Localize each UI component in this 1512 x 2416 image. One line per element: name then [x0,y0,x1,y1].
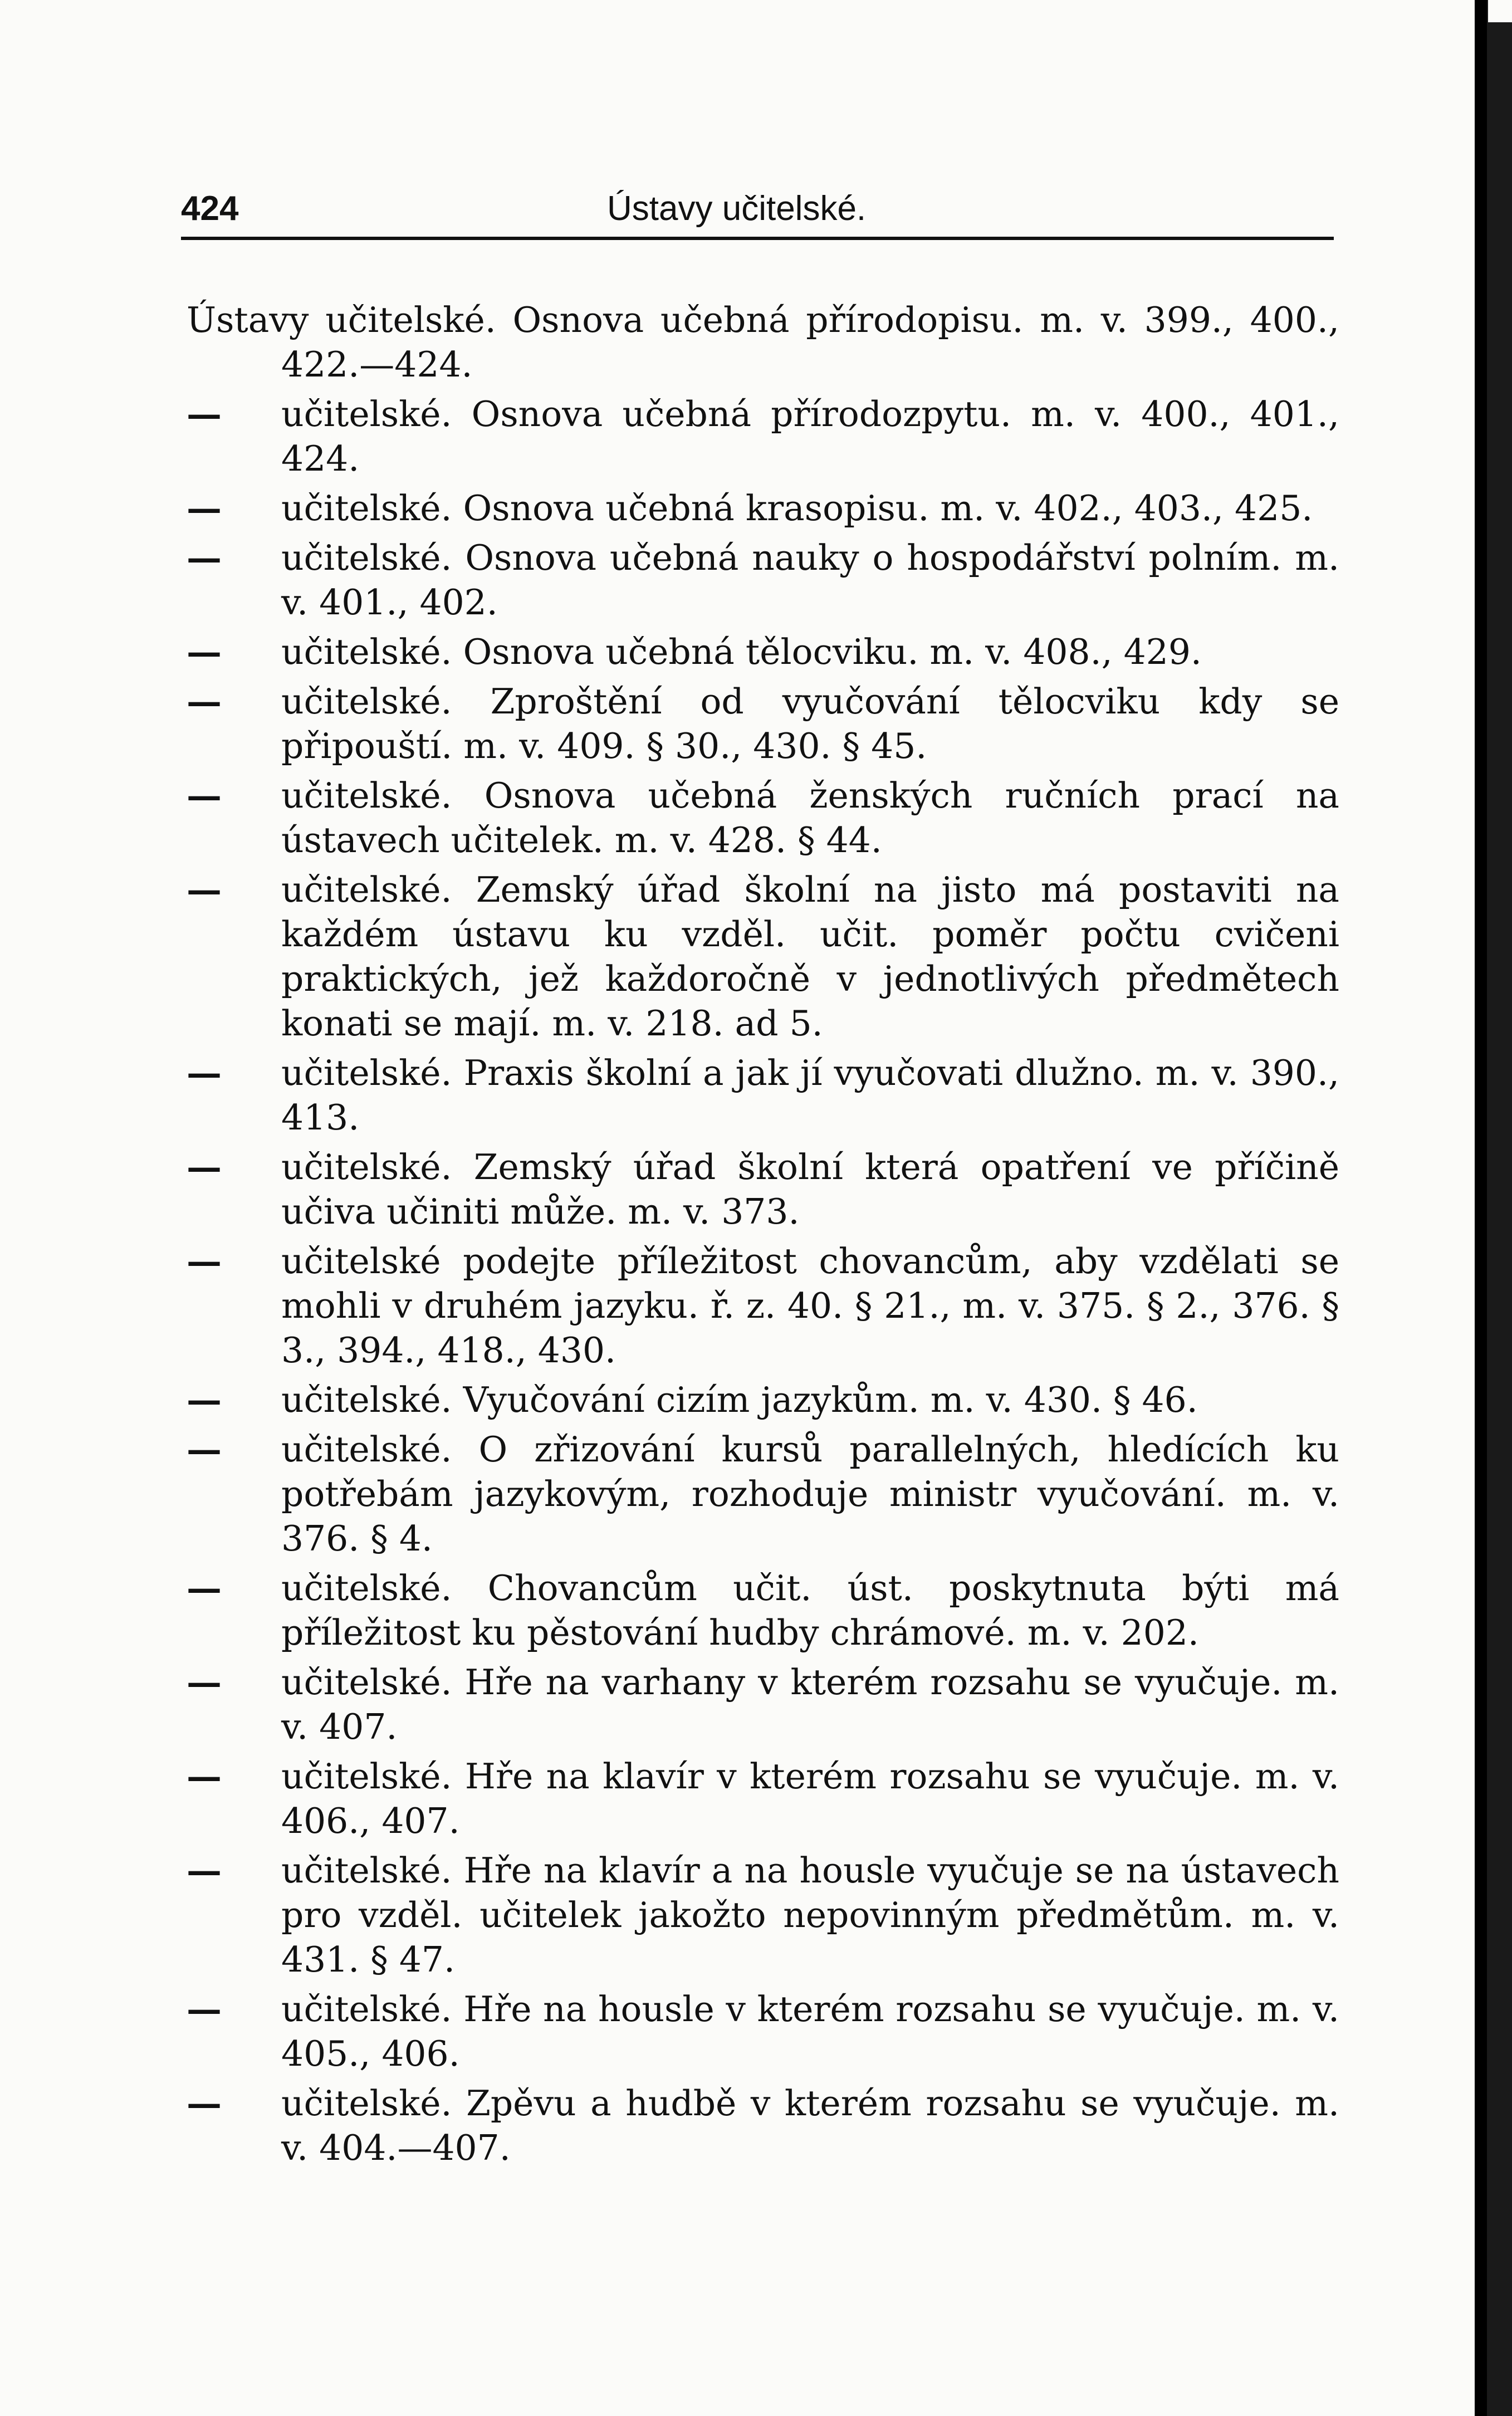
index-entry [187,629,1339,674]
index-entries [187,298,1339,2175]
entry-text: Ústavy učitelské. Osnova učebná přírodopisu. m. v. 399., 400., 422.—424. [187,300,1339,385]
entry-text: učitelské. Hře na klavír v kterém rozsahu se vyučuje. m. v. 406., 407. [281,1756,1339,1841]
entry-text: učitelské. Osnova učebná přírodozpytu. m. v. 400., 401., 424. [281,394,1339,479]
running-title: Ústavy učitelské. [607,189,867,228]
entry-text: učitelské. Zproštění od vyučování tělocviku kdy se připouští. m. v. 409. § 30., 430. § 45. [281,681,1339,766]
entry-text: učitelské. Hře na housle v kterém rozsahu se vyučuje. m. v. 405., 406. [281,1989,1339,2074]
entry-text: učitelské. Osnova učebná krasopisu. m. v. 402., 403., 425. [281,488,1313,529]
entry-dash: — [187,1429,222,1470]
index-entry [187,392,1339,481]
entry-dash: — [187,1988,222,2029]
index-entry [187,1754,1339,1843]
entry-text: učitelské. Hře na klavír a na housle vyučuje se na ústavech pro vzděl. učitelek jakožto nepovinným předmětům. m. v. 431. § 47. [281,1850,1339,1980]
entry-dash: — [187,1850,222,1891]
page-number: 424 [181,189,239,228]
scan-edge [1487,0,1512,2416]
index-entry [187,679,1339,769]
entry-text: učitelské. Zemský úřad školní která opatření ve příčině učiva učiniti může. m. v. 373. [281,1147,1339,1232]
entry-text: učitelské. Zemský úřad školní na jisto má postaviti na každém ústavu ku vzděl. učit. poměr počtu cvičeni praktických, jež každoročně v jednotlivých předmětech konati se mají. m. v. 218. ad 5. [281,869,1339,1044]
entry-dash: — [187,681,222,722]
entry-dash: — [187,1240,222,1282]
header-rule [181,237,1334,240]
index-entry [187,298,1339,387]
index-entry [187,1987,1339,2076]
entry-dash: — [187,1379,222,1420]
entry-text: učitelské. Praxis školní a jak jí vyučovati dlužno. m. v. 390., 413. [281,1053,1339,1138]
entry-dash: — [187,393,222,434]
index-entry [187,1566,1339,1655]
entry-dash: — [187,1052,222,1093]
index-entry [187,1239,1339,1373]
entry-dash: — [187,537,222,578]
index-entry [187,1660,1339,1749]
index-entry [187,1427,1339,1561]
index-entry [187,486,1339,531]
index-entry [187,1145,1339,1234]
entry-dash: — [187,631,222,672]
index-entry [187,2081,1339,2170]
index-entry [187,1377,1339,1422]
entry-text: učitelské. Hře na varhany v kterém rozsahu se vyučuje. m. v. 407. [281,1662,1339,1747]
entry-text: učitelské. O zřizování kursů parallelných, hledících ku potřebám jazykovým, rozhoduje ministr vyučování. m. v. 376. § 4. [281,1429,1339,1559]
index-entry [187,867,1339,1046]
entry-text: učitelské. Osnova učebná ženských ručních prací na ústavech učitelek. m. v. 428. § 44. [281,775,1339,860]
entry-dash: — [187,487,222,529]
index-entry [187,1050,1339,1140]
entry-dash: — [187,869,222,910]
page-header [181,178,1334,239]
entry-text: učitelské. Osnova učebná nauky o hospodářství polním. m. v. 401., 402. [281,537,1339,623]
index-entry [187,535,1339,625]
entry-text: učitelské podejte příležitost chovancům, aby vzdělati se mohli v druhém jazyku. ř. z. 40. § 21., m. v. 375. § 2., 376. § 3., 394., 418., 430. [281,1241,1339,1371]
entry-text: učitelské. Chovancům učit. úst. poskytnuta býti má příležitost ku pěstování hudby chrámové. m. v. 202. [281,1568,1339,1653]
entry-dash: — [187,775,222,816]
index-entry [187,1848,1339,1982]
entry-dash: — [187,1755,222,1797]
entry-dash: — [187,1661,222,1703]
entry-text: učitelské. Vyučování cizím jazykům. m. v. 430. § 46. [281,1380,1198,1420]
index-entry [187,773,1339,863]
entry-dash: — [187,1567,222,1608]
entry-dash: — [187,2082,222,2124]
scan-corner [1488,0,1512,22]
entry-text: učitelské. Zpěvu a hudbě v kterém rozsahu se vyučuje. m. v. 404.—407. [281,2083,1339,2168]
entry-dash: — [187,1146,222,1187]
entry-text: učitelské. Osnova učebná tělocviku. m. v. 408., 429. [281,632,1202,672]
